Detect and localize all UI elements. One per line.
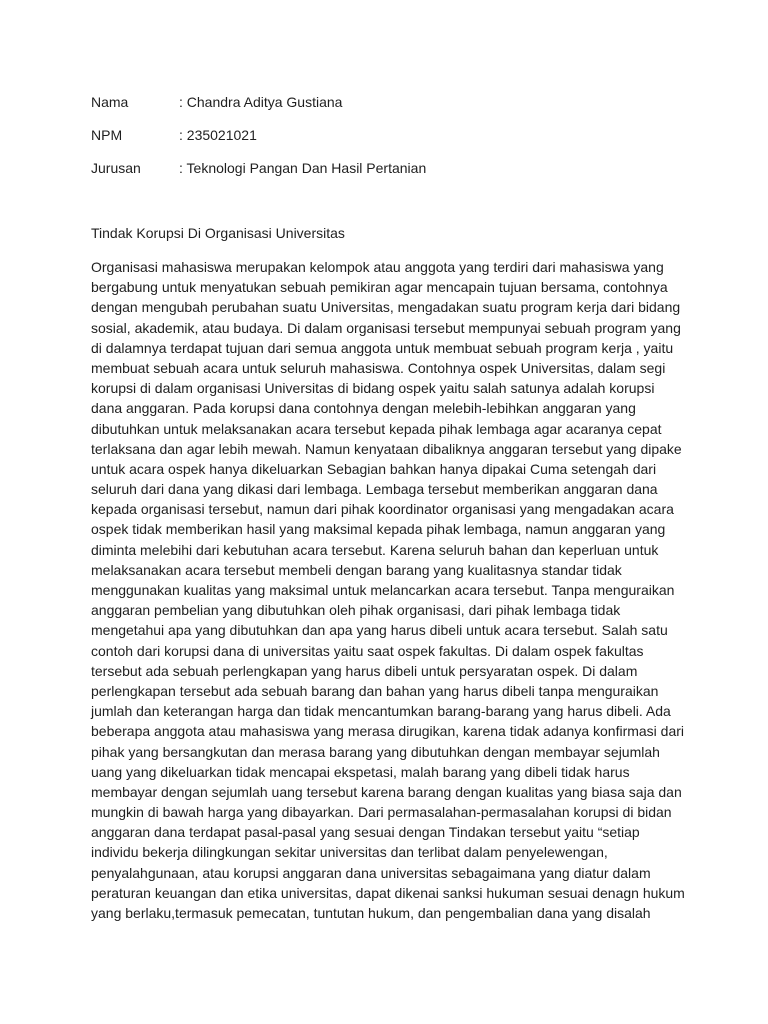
text-line: bergabung untuk menyatukan sebuah pemikiran agar mencapain tujuan bersama, contohnya xyxy=(91,279,668,296)
info-row-nama xyxy=(91,92,691,125)
info-value: : 235021021 xyxy=(179,127,257,143)
text-line: melaksanakan acara tersebut membeli dengan barang yang kualitasnya standar tidak xyxy=(91,561,622,578)
text-line: menggunakan kualitas yang maksimal untuk melancarkan acara tersebut. Tanpa menguraikan xyxy=(91,582,675,598)
document-title: Tindak Korupsi Di Organisasi Universitas xyxy=(91,225,345,241)
info-label: Nama xyxy=(91,94,129,110)
text-line: yang berlaku,termasuk pemecatan, tuntutan hukum, dan pengembalian dana yang disalah xyxy=(91,905,651,921)
text-line: perlengkapan tersebut ada sebuah barang dan bahan yang harus dibeli tanpa menguraikan xyxy=(91,682,659,699)
text-line: terlaksana dan agar lebih mewah. Namun kenyataan dibaliknya anggaran tersebut yang dipake xyxy=(91,440,682,457)
text-line: korupsi di dalam organisasi Universitas di bidang ospek yaitu salah satunya adalah korupsi xyxy=(91,380,655,397)
text-line: beberapa anggota atau mahasiswa yang merasa dirugikan, karena tidak adanya konfirmasi dari xyxy=(91,723,685,740)
text-line: membayar dengan sejumlah uang tersebut karena barang dengan kualitas yang biasa saja dan xyxy=(91,783,682,800)
text-line: untuk acara ospek hanya dikeluarkan Sebagian bahkan hanya dipakai Cuma setengah dari xyxy=(91,460,657,477)
text-line: sosial, akademik, atau budaya. Di dalam organisasi tersebut mempunyai sebuah program yang xyxy=(91,319,681,336)
text-line: tersebut ada sebuah perlengkapan yang harus dibeli untuk persyaratan ospek. Di dalam xyxy=(91,662,638,679)
info-row-jurusan xyxy=(91,158,691,191)
text-line: seluruh dari dana yang dikasi dari lembaga. Lembaga tersebut memberikan anggaran dana xyxy=(91,481,658,498)
text-line: anggaran pembelian yang dibutuhkan oleh pihak organisasi, dari pihak lembaga tidak xyxy=(91,602,621,619)
text-line: mengetahui apa yang dibutuhkan dan apa yang harus dibeli untuk acara tersebut. Salah satu xyxy=(91,622,668,639)
text-line: membuat sebuah acara untuk seluruh mahasiswa. Contohnya ospek Universitas, dalam segi xyxy=(91,359,666,376)
text-line: di dalamnya terdapat tujuan dari semua anggota untuk membuat sebuah program kerja , yaitu xyxy=(91,339,674,356)
text-line: diminta melebihi dari kebutuhan acara tersebut. Karena seluruh bahan dan keperluan untuk xyxy=(91,541,659,558)
text-line: contoh dari korupsi dana di universitas yaitu saat ospek fakultas. Di dalam ospek fakultas xyxy=(91,642,644,659)
text-line: Organisasi mahasiswa merupakan kelompok atau anggota yang terdiri dari mahasiswa yang xyxy=(91,259,664,275)
text-line: peraturan keuangan dan etika universitas, dapat dikenai sanksi hukuman sesuai denagn hukum xyxy=(91,884,685,901)
text-line: dana anggaran. Pada korupsi dana contohnya dengan melebih-lebihkan anggaran yang xyxy=(91,400,636,417)
text-line: individu bekerja dilingkungan sekitar universitas dan terlibat dalam penyelewengan, xyxy=(91,844,608,861)
info-label: Jurusan xyxy=(91,160,141,176)
info-row-npm xyxy=(91,125,691,158)
text-line: dengan mengubah perubahan suatu Universitas, mengadakan suatu program kerja dari bidang xyxy=(91,299,681,316)
body-paragraph xyxy=(91,257,691,923)
text-line: pihak yang bersangkutan dan merasa barang yang dibutuhkan dengan membayar sejumlah xyxy=(91,743,660,760)
info-value: : Chandra Aditya Gustiana xyxy=(179,94,343,110)
info-value: : Teknologi Pangan Dan Hasil Pertanian xyxy=(179,160,427,176)
text-line: jumlah dan keterangan harga dan tidak mencantumkan barang-barang yang harus dibeli. Ada xyxy=(91,703,671,720)
text-line: kepada organisasi tersebut, namun dari pihak koordinator organisasi yang mengadakan acara xyxy=(91,501,674,518)
text-line: dibutuhkan untuk melaksanakan acara tersebut kepada pihak lembaga agar acaranya cepat xyxy=(91,420,662,437)
text-line: anggaran dana terdapat pasal-pasal yang sesuai dengan Tindakan tersebut yaitu “setiap xyxy=(91,824,640,841)
info-label: NPM xyxy=(91,127,123,143)
text-line: ospek tidak memberikan hasil yang maksimal kepada pihak lembaga, namun anggaran yang xyxy=(91,521,666,538)
text-line: mungkin di bawah harga yang dibayarkan. Dari permasalahan-permasalahan korupsi di bidan xyxy=(91,804,672,821)
student-info xyxy=(91,92,691,191)
text-line: penyalahgunaan, atau korupsi anggaran dana universitas sebagaimana yang diatur dalam xyxy=(91,864,651,881)
text-line: uang yang dikeluarkan tidak mencapai ekspetasi, malah barang yang dibeli tidak harus xyxy=(91,763,630,780)
